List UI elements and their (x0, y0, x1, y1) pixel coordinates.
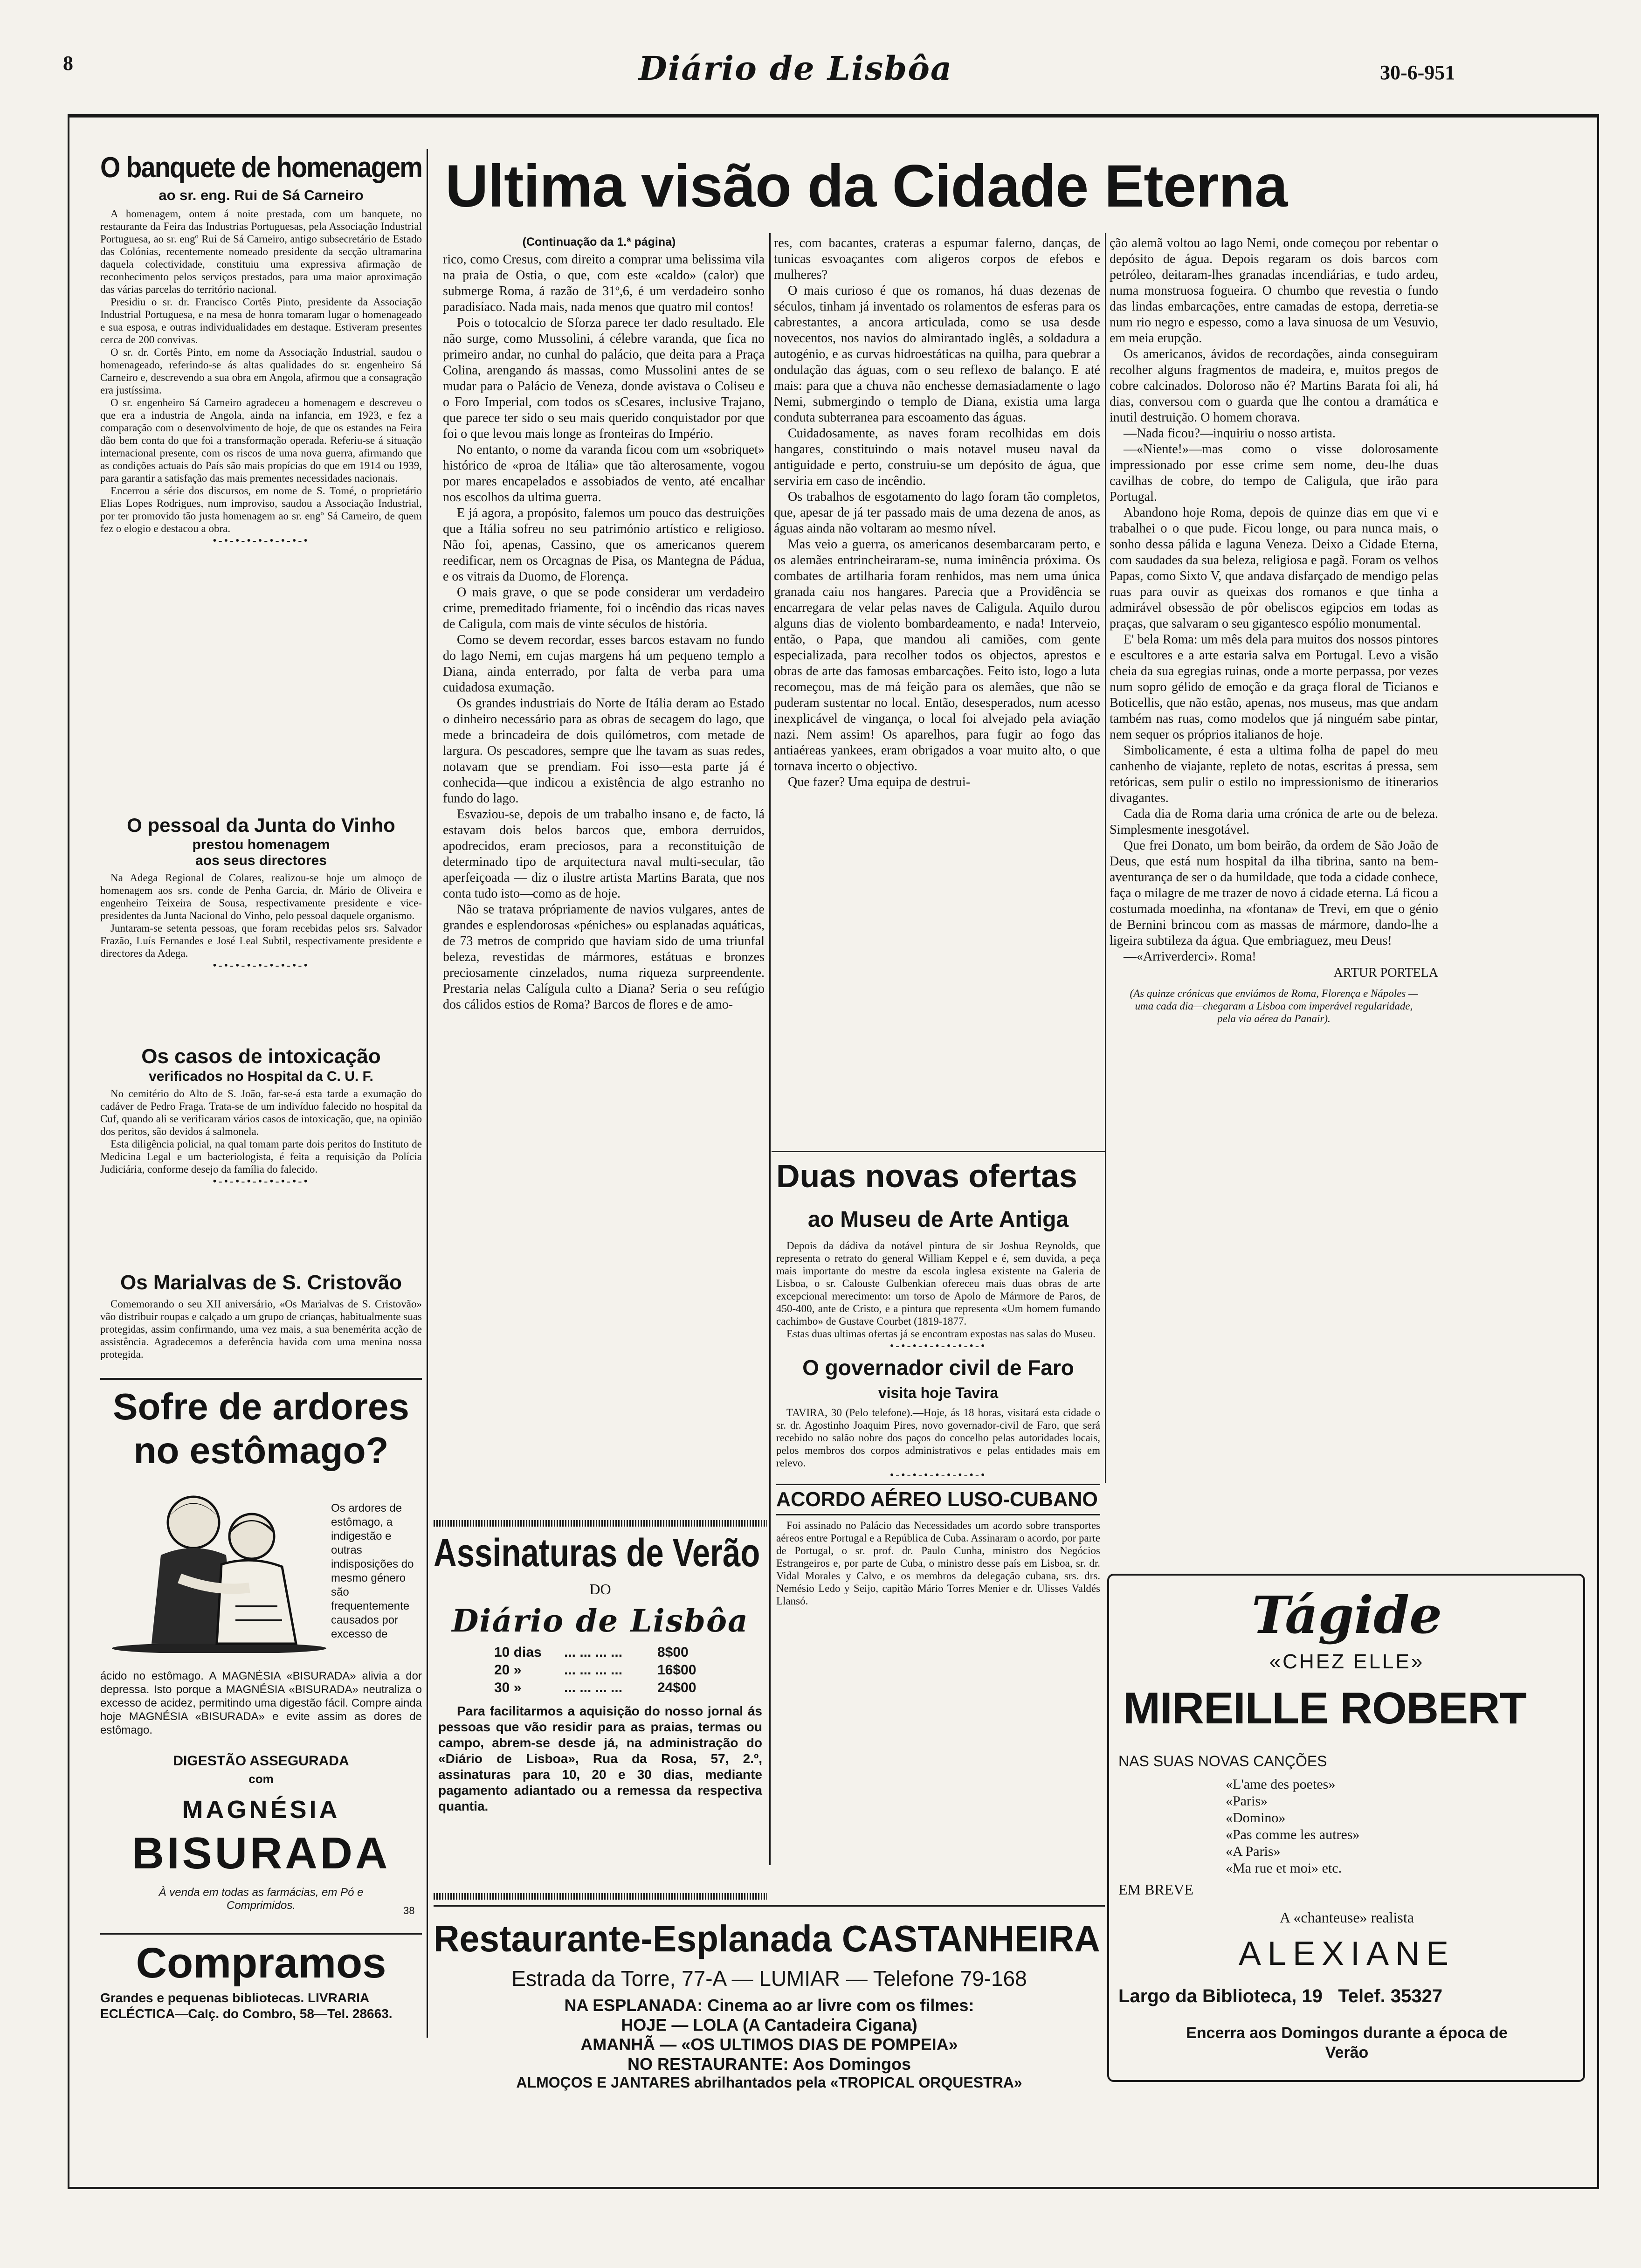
assinaturas-ad (434, 1529, 767, 1893)
intox-headline: Os casos de intoxicação (141, 1045, 381, 1068)
page-number: 8 (63, 52, 73, 75)
bisurada-brand: MAGNÉSIA (182, 1796, 340, 1824)
ultima-note: (As quinze crónicas que enviámos de Roma, Florença e Nápoles — uma cada dia—chegaram a Lisboa com imperável regularidade, pela via aérea da Panair). (1130, 988, 1418, 1024)
acordo-headline: ACORDO AÉREO LUSO-CUBANO (776, 1488, 1098, 1511)
section-rule (100, 1378, 422, 1380)
tagide-song: «Pas comme les autres» (1226, 1827, 1360, 1842)
bisurada-headline: Sofre de ardores (113, 1386, 409, 1427)
compramos-body: Grandes e pequenas bibliotecas. LIVRARIA ECLÉCTICA—Calç. do Combro, 58—Tel. 28663. (100, 1991, 393, 2021)
acordo-headline-box (776, 1484, 1100, 1515)
tagide-song: «A Paris» (1226, 1844, 1281, 1859)
compramos-ad (100, 1940, 422, 2022)
assinaturas-headline: Assinaturas de Verão (434, 1531, 760, 1575)
bisurada-slogan: DIGESTÃO ASSEGURADA (173, 1753, 349, 1769)
banquet-paragraph: A homenagem, ontem á noite prestada, com um banquete, no restaurante da Feira das Industrias Portuguesas, pela Associação Industrial Portuguesa, ao sr. engº Rui de Sá Carneiro, antigo subsecretário de Estado das Colónias, recentemente nomeado presidente da secção ultramarina daquela colectividade, constituiu uma expressiva afirmação de reconhecimento pelos serviços prestados, para uma maior aproximação das várias parcelas do território nacional. (100, 208, 422, 295)
assinaturas-brand: Diário de Lisbôa (452, 1603, 749, 1639)
tagide-song: «L'ame des poetes» (1226, 1777, 1336, 1792)
assinaturas-prices (494, 1644, 767, 1697)
tagide-star: MIREILLE ROBERT (1123, 1683, 1526, 1733)
section-rule (772, 1151, 1105, 1152)
tagide-intro: NAS SUAS NOVAS CANÇÕES (1118, 1753, 1327, 1770)
banquet-paragraph: O sr. engenheiro Sá Carneiro agradeceu a homenagem e descreveu o que era a industria de Angola, ainda na infancia, em 1923, e fez a comparação com o desenvolvimento de hoje, de que os estandes na Feira dão bem conta do que foi a transformação operada. Referiu-se á situação internacional presente, com os riscos de uma nova guerra, afirmando que as condições actuais do País são mais propícias do que em 1914 ou 1939, para garantir a satisfação das mais prementes necessidades nacionais. (100, 397, 422, 484)
tagide-song: «Domino» (1226, 1810, 1286, 1825)
page-bottom-border (68, 2187, 1599, 2189)
marialvas-paragraph: Comemorando o seu XII aniversário, «Os Marialvas de S. Cristovão» vão distribuir roupas e calçado a um grupo de crianças, habitualmente suas protegidas, assim confirmando, uma vez mais, a sua benemérita acção de assistência. Agradecemos a deferência havida com uma menina nossa protegida. (100, 1298, 422, 1360)
junta-article (100, 814, 422, 972)
tagide-title: Tágide (1251, 1585, 1442, 1645)
divider-dots: •-•-•-•-•-•-•-•-• (889, 1469, 987, 1481)
price-row: 20 » ... ... ... ... 16$00 (494, 1662, 696, 1678)
marialvas-article (100, 1271, 422, 1361)
castanheira-line: AMANHÃ — «OS ULTIMOS DIAS DE POMPEIA» (580, 2035, 958, 2054)
ultima-author: ARTUR PORTELA (1333, 966, 1438, 980)
masthead-date: 30-6-951 (1380, 61, 1455, 84)
ultima-paragraph: —Nada ficou?—inquiriu o nosso artista. (1124, 426, 1336, 441)
duas-article (776, 1156, 1100, 1607)
tagide-address: Largo da Biblioteca, 19 Telef. 35327 (1118, 1986, 1443, 2006)
governador-headline: O governador civil de Faro (802, 1355, 1074, 1380)
castanheira-title: Restaurante-Esplanada CASTANHEIRA (434, 1918, 1100, 1959)
assinaturas-body: Para facilitarmos a aquisição do nosso jornal ás pessoas que vão residir para as praias, termas ou campo, abrem-se desde já, na administração do «Diário de Lisboa», Rua da Rosa, 57, 2.º, assinaturas para 10, 20 e 30 dias, mediante pagamento adiantado ou a remessa da respectiva quantia. (438, 1704, 762, 1813)
bisurada-code: 38 (403, 1905, 415, 1916)
junta-subhead: prestou homenagem (192, 837, 330, 852)
intox-article (100, 1044, 422, 1188)
ultima-paragraph: Os americanos, ávidos de recordações, ainda conseguiram recolher alguns fragmentos de madeira, e, muitos pregos de cobre calcinados. Doloroso não é? Martins Barata foi ali, há dias, conversou com o guarda que lhe contou a dramática e inutil destruição. O homem chorava. (1110, 347, 1438, 425)
banquet-paragraph: Presidiu o sr. dr. Francisco Cortês Pinto, presidente da Associação Industrial Portuguesa, e na mesa de honra tomaram lugar o homenageado e sua esposa, e outras individualidades em destaque. Estiveram presentes cerca de 200 convivas. (100, 296, 422, 346)
page-left-border (68, 114, 69, 2189)
tagide-alexiane: ALEXIANE (1238, 1935, 1455, 1972)
marialvas-headline: Os Marialvas de S. Cristovão (120, 1271, 402, 1294)
ultima-paragraph: Que fazer? Uma equipa de destrui- (788, 775, 971, 789)
bisurada-ad (100, 1385, 422, 1933)
duas-subhead: ao Museu de Arte Antiga (807, 1207, 1069, 1232)
section-rule (100, 1933, 422, 1935)
price-row: 30 » ... ... ... ... 24$00 (494, 1680, 696, 1695)
assinaturas-bottom-bar (434, 1893, 767, 1900)
tagide-song: «Paris» (1226, 1793, 1268, 1809)
ultima-paragraph: Os trabalhos de esgotamento do lago foram tão completos, que, apesar de já ter passado mais de uma dezena de anos, as águas ainda não voltaram ao mesmo nível. (774, 490, 1100, 536)
bisurada-brand: BISURADA (131, 1828, 391, 1878)
ultima-paragraph: Pois o totocalcio de Sforza parece ter dado resultado. Ele não surge, como Mussolini, á célebre varanda, que fica no primeiro andar, no cunhal do palácio, que deita para a Praça Colina, arengando ás massas, como Mussolini antes de se mudar para o Palácio de Veneza, donde avistava o Coliseu e o Foro Imperial, com todos os sCesares, inclusive Trajano, que parece ter sido o seu mais querido conquistador por que foi o que levou mais longe as fronteiras do Império. (443, 316, 765, 441)
banquet-headline: O banquete de homenagem (100, 152, 422, 184)
ultima-column-3 (1110, 235, 1438, 1025)
price-row: 10 dias ... ... ... ... 8$00 (494, 1645, 689, 1660)
junta-subhead: aos seus directores (195, 853, 327, 868)
acordo-paragraph: Foi assinado no Palácio das Necessidades um acordo sobre transportes aéreos entre Portugal e a República de Cuba. Assinaram o acordo, por parte de Portugal, o sr. prof. dr. Paulo Cunha, ministro dos Negócios Estrangeiros e, por parte de Cuba, o ministro desse país em Lisboa, sr. dr. Vidal Morales y Calvo, e os membros da delegação cubana, srs. drs. Nemésio Ledo y Seijo, capitão Mário Torres Menier e dr. Ulisses Valdés Llansó. (776, 1520, 1100, 1607)
ultima-paragraph: ção alemã voltou ao lago Nemi, onde começou por rebentar o depósito de água. Depois regaram os dois barcos com petróleo, deitaram-lhes granadas incendiárias, e tudo ardeu, numa monstruosa fogueira. O chumbo que revestia o fundo das lindas embarcações, entre camadas de estopa, derretia-se num rio negro e espesso, como a lava sinuosa de um Vesuvio, em meia erupção. (1110, 236, 1438, 346)
ultima-paragraph: Abandono hoje Roma, depois de quinze dias em que vi e trabalhei o o que pude. Ficou longe, ou para nunca mais, o sonho dessa pálida e laguna Veneza. Deixo a Cidade Eterna, com saudades da sua beleza, religiosa e pagã. Foram os velhos Papas, como Sixto V, que andava disfarçado de mendigo pelas ruas para ouvir as queixas dos romanos e que tinha a admirável obsessão de pôr obeliscos egipcios em todas as praças, que salvaram o seu gigantesco espólio monumental. (1110, 505, 1438, 631)
column-rule (427, 149, 428, 2038)
stomach-ache-illustration (110, 1485, 329, 1653)
junta-paragraph: Na Adega Regional de Colares, realizou-se hoje um almoço de homenagem aos srs. conde de Penha Garcia, dr. Mário de Oliveira e engenheiro Teixeira de Sousa, respectivamente presidente e vice-presidentes da Junta Nacional do Vinho, pelo pessoal daquele organismo. (100, 872, 422, 921)
ultima-paragraph: Como se devem recordar, esses barcos estavam no fundo do lago Nemi, em cujas margens há um pequeno templo a Diana, ainda enterrado, por falta de verba para uma cuidadosa exumação. (443, 633, 765, 695)
ultima-paragraph: Mas veio a guerra, os americanos desembarcaram perto, e os alemães entrincheiraram-se, numa iminência próxima. Os combates de artilharia foram renhidos, mas nem uma única granada caiu nos hangares. Parecia que a Providência se encarregara de velar pelas naves de Caligula. Aquilo durou alguns dias de violento bombardeamento, e nada! Interveio, então, o Papa, que mandou ali camiões, com gente especializada, para recolher todos os objectos, aprestos e obras de arte das famosas embarcações. Feito isto, logo a luta recomeçou, mas de má feição para os alemães, que não se puderam sustentar no local. Então, desesperados, num acesso inexplicável de vingança, o local foi alvejado pela aviação nazi. Nem assim! Os aparelhos, para fugir ao fogo das antiaéreas yankees, eram obrigados a voar muito alto, o que tornava incerto o objectivo. (774, 537, 1100, 774)
masthead-rule (68, 114, 1599, 118)
ultima-paragraph: Que frei Donato, um bom beirão, da ordem de São João de Deus, que está num hospital da ilha tibrina, santo na bem-aventurança de ser o da humildade, que toda a cidade conhece, faça o milagre de me trazer de novo á cidade eterna. Lá ficou a costumada moedinha, na «fontana» de Trevi, em que o génio de Bernini brincou com as massas de mármore, dando-lhe a ligeira subtileza da água. Que embriaguez, meu Deus! (1110, 838, 1438, 948)
bisurada-side-text: Os ardores de estômago, a indigestão e outras indisposições do mesmo género são frequentemente causados por excesso de (331, 1502, 414, 1640)
banquet-article (100, 152, 422, 547)
page-right-border (1597, 114, 1599, 2189)
assinaturas-top-bar (434, 1520, 767, 1527)
intox-subhead: verificados no Hospital da C. U. F. (149, 1069, 373, 1084)
ultima-paragraph: O mais curioso é que os romanos, há duas dezenas de séculos, tinham já inventado os rolamentos de esferas para os cabrestantes, a ancora articulada, como se usa desde novecentos, nos navios do almirantado inglês, a soldadura a autogénio, e as curvas hidroestáticas na quilha, para quebrar a ondulação das águas, com o seu reflexo de balanço. E até mais: para que a chuva não enchesse demasiadamente o lago Nemi, submergindo o templo de Diana, existia uma larga conduta subterranea para escoamento das águas. (774, 284, 1100, 425)
castanheira-address: Estrada da Torre, 77-A — LUMIAR — Telefone 79-168 (511, 1966, 1027, 1991)
assinaturas-do: DO (589, 1581, 611, 1597)
ultima-paragraph: rico, como Cresus, com direito a comprar uma belissima vila na praia de Ostia, o que, com este «caldo» (calor) que submerge Roma, á razão de 31º,6, é um verdadeiro sonho paradisíaco. Nada mais, nada menos que quatro mil contos! (443, 252, 765, 314)
intox-paragraph: Esta diligência policial, na qual tomam parte dois peritos do Instituto de Medicina Legal e um bacteriologista, é feita a requisição da Polícia Judiciária, conforme desejo da família do falecido. (100, 1138, 422, 1175)
duas-headline: Duas novas ofertas (776, 1158, 1077, 1194)
junta-paragraph: Juntaram-se setenta pessoas, que foram recebidas pelos srs. Salvador Frazão, Luís Fernandes e José Leal Subtil, respectivamente presidente e directores da Adega. (100, 922, 422, 959)
duas-paragraph: Estas duas ultimas ofertas já se encontram expostas nas salas do Museu. (786, 1328, 1096, 1340)
ultima-paragraph: —«Niente!»—mas como o visse dolorosamente impressionado por esse crime sem nome, deu-lhe duas cavilhas de cobre, do tempo de Caligula, que irão para Portugal. (1110, 442, 1438, 504)
duas-paragraph: Depois da dádiva da notável pintura de sir Joshua Reynolds, que representa o retrato do general William Keppel e é, sem duvida, a peça mais importante do mestre da escola inglesa existente na Galeria de Lisboa, o sr. Calouste Gulbenkian ofereceu mais duas obras de arte excepcional merecimento: um torso de Apolo de Mármore de Paros, de 450-400, ante de Cristo, e a pintura que representa «Um homem fumando cachimbo» de Gustave Courbet (1819-1877. (776, 1240, 1100, 1327)
ultima-paragraph: E já agora, a propósito, falemos um pouco das destruições que a Itália sofreu no seu património artístico e religioso. Não foi, apenas, Cassino, que os americanos querem reedificar, nem os Orcagnas de Pisa, os Mantegna de Pádua, e os vitrais da Duomo, de Florença. (443, 506, 765, 584)
bisurada-body: ácido no estômago. A MAGNÉSIA «BISURADA» alivia a dor depressa. Isto porque a MAGNÉSIA «BISURADA» neutraliza o excesso de acidez, permitindo uma digestão fácil. Compre ainda hoje MAGNÉSIA «BISURADA» e evite assim as dores de estômago. (100, 1670, 422, 1736)
banquet-subhead: ao sr. eng. Rui de Sá Carneiro (159, 187, 364, 203)
tagide-ad (1107, 1574, 1585, 2082)
bisurada-headline: no estômago? (133, 1430, 389, 1471)
section-rule (434, 1905, 1105, 1907)
ultima-paragraph: res, com bacantes, crateras a espumar falerno, danças, de tunicas esvoaçantes com aligeros corpos de efebos e mulheres? (774, 236, 1100, 282)
ultima-continuation: (Continuação da 1.ª página) (522, 235, 676, 249)
governador-subhead: visita hoje Tavira (878, 1384, 999, 1401)
divider-dots: •-•-•-•-•-•-•-•-• (213, 1175, 310, 1188)
ultima-headline: Ultima visão da Cidade Eterna (445, 153, 1288, 220)
tagide-songs (1226, 1776, 1359, 1877)
bisurada-footer: À venda em todas as farmácias, em Pó e Comprimidos. (159, 1886, 364, 1912)
governador-paragraph: TAVIRA, 30 (Pelo telefone).—Hoje, ás 18 horas, visitará esta cidade o sr. dr. Agostinho Joaquim Pires, novo governador-civil de Faro, que será recebido no salão nobre dos paços do concelho pelas autoridades locais, pelos membros dos corpos administrativos e pelas entidades mais em relevo. (776, 1407, 1100, 1469)
divider-dots: •-•-•-•-•-•-•-•-• (213, 535, 310, 547)
intox-paragraph: No cemitério do Alto de S. João, far-se-á esta tarde a exumação do cadáver de Pedro Fraga. Trata-se de um indivíduo falecido no hospital da Cuf, quando ali se verificaram vários casos de intoxicação, que, na opinião dos peritos, são devidos á salmonela. (100, 1088, 422, 1137)
tagide-em-breve: EM BREVE (1118, 1881, 1193, 1898)
banquet-paragraph: Encerrou a série dos discursos, em nome de S. Tomé, o proprietário Elias Lopes Rodrigues, num improviso, saudou a Associação Industrial, por ter promovido tão justa homenagem ao sr. engº Sá Carneiro, de quem fez o elogio e destacou a obra. (100, 485, 422, 534)
ultima-paragraph: E' bela Roma: um mês dela para muitos dos nossos pintores e escultores e a arte estaria salva em Portugal. Levo a visão cheia da sua egregias ruinas, onde a morte perpassa, por vezes num sopro gélido de emoção e da graça floral de Ticianos e Boticellis, que não estão, apenas, nos museus, mas que andam também nas ruas, como modelos que já ninguém sabe pintar, nem sequer os próprios italianos de hoje. (1110, 632, 1438, 742)
castanheira-line: NO RESTAURANTE: Aos Domingos (627, 2054, 911, 2074)
tagide-chanteuse: A «chanteuse» realista (1280, 1909, 1414, 1926)
castanheira-line: NA ESPLANADA: Cinema ao ar livre com os filmes: (564, 1996, 974, 2015)
ultima-paragraph: Os grandes industriais do Norte de Itália deram ao Estado o dinheiro necessário para as obras de secagem do lago, que mede a brincadeira de dois quilómetros, com metade de largura. Os pescadores, sempre que lhe tavam as suas redes, notavam que se prendiam. Foi isso—esta parte já é conhecida—que indicou a existência de algo estranho no fundo do lago. (443, 696, 765, 806)
divider-dots: •-•-•-•-•-•-•-•-• (889, 1340, 987, 1352)
tagide-song: «Ma rue et moi» etc. (1226, 1860, 1342, 1876)
ultima-column-1 (443, 252, 765, 1013)
junta-headline: O pessoal da Junta do Vinho (127, 814, 395, 836)
ultima-paragraph: Não se tratava própriamente de navios vulgares, antes de grandes e esplendorosas «péniches» ou esplanadas aquáticas, de 73 metros de comprido que haviam sido de uma triunfal beleza, revestidas de mármores, estátuas e bronzes preciosamente cinzelados, numa riqueza surpreendente. Prestaria nelas Calígula culto a Diana? Seria o seu refúgio dos cálidos estios de Roma? Barcos de flores e de amo- (443, 902, 765, 1012)
ultima-column-2 (774, 235, 1100, 790)
banquet-paragraph: O sr. dr. Cortês Pinto, em nome da Associação Industrial, saudou o homenageado, referindo-se ás altas qualidades do sr. engenheiro Sá Carneiro e, descrevendo a sua obra em Angola, afirmou que a consagração era justíssima. (100, 346, 422, 396)
masthead-title: Diário de Lisbôa (639, 49, 953, 88)
ultima-paragraph: —«Arriverderci». Roma! (1124, 949, 1256, 964)
ultima-paragraph: Esvaziou-se, depois de um trabalho insano e, de facto, lá estavam dois belos barcos que, embora derruidos, apodrecidos, eram preciosos, para a reconstituição de determinado tipo de arquitectura naval multi-secular, tão aperfeiçoada — diz o ilustre artista Martins Barata, que nos conta tudo isto—como as de hoje. (443, 807, 765, 901)
ultima-paragraph: Cuidadosamente, as naves foram recolhidas em dois hangares, constituindo o mais notavel museu naval da antiguidade e perto, construiu-se um depósito de água, que serviria em caso de incêndio. (774, 426, 1100, 488)
divider-dots: •-•-•-•-•-•-•-•-• (213, 960, 310, 972)
castanheira-line: ALMOÇOS E JANTARES abrilhantados pela «TROPICAL ORQUESTRA» (516, 2074, 1022, 2091)
ultima-paragraph: No entanto, o nome da varanda ficou com um «sobriquet» histórico de «proa de Itália» que tão alterosamente, vogou por mares encapelados e assobiados de vento, até encalhar nos escolhos da ultima guerra. (443, 443, 765, 505)
ultima-paragraph: Cada dia de Roma daria uma crónica de arte ou de beleza. Simplesmente inesgotável. (1110, 807, 1438, 837)
castanheira-ad (434, 1916, 1105, 2103)
ultima-paragraph: Simbolicamente, é esta a ultima folha de papel do meu canhenho de viajante, repleto de notas, escritas á pressa, sem retóricas, sem pulir o estilo no impressionismo de itinerarios divagantes. (1110, 743, 1438, 805)
castanheira-line: HOJE — LOLA (A Cantadeira Cigana) (621, 2015, 917, 2034)
tagide-chez: «CHEZ ELLE» (1269, 1650, 1425, 1673)
ultima-paragraph: O mais grave, o que se pode considerar um verdadeiro crime, premeditado friamente, foi o incêndio das ricas naves de Caligula, com mais de vinte séculos de história. (443, 585, 765, 631)
tagide-footer: Encerra aos Domingos durante a época de Verão (1186, 2024, 1508, 2061)
bisurada-slogan-with: com (248, 1772, 274, 1786)
compramos-title: Compramos (136, 1939, 386, 1987)
